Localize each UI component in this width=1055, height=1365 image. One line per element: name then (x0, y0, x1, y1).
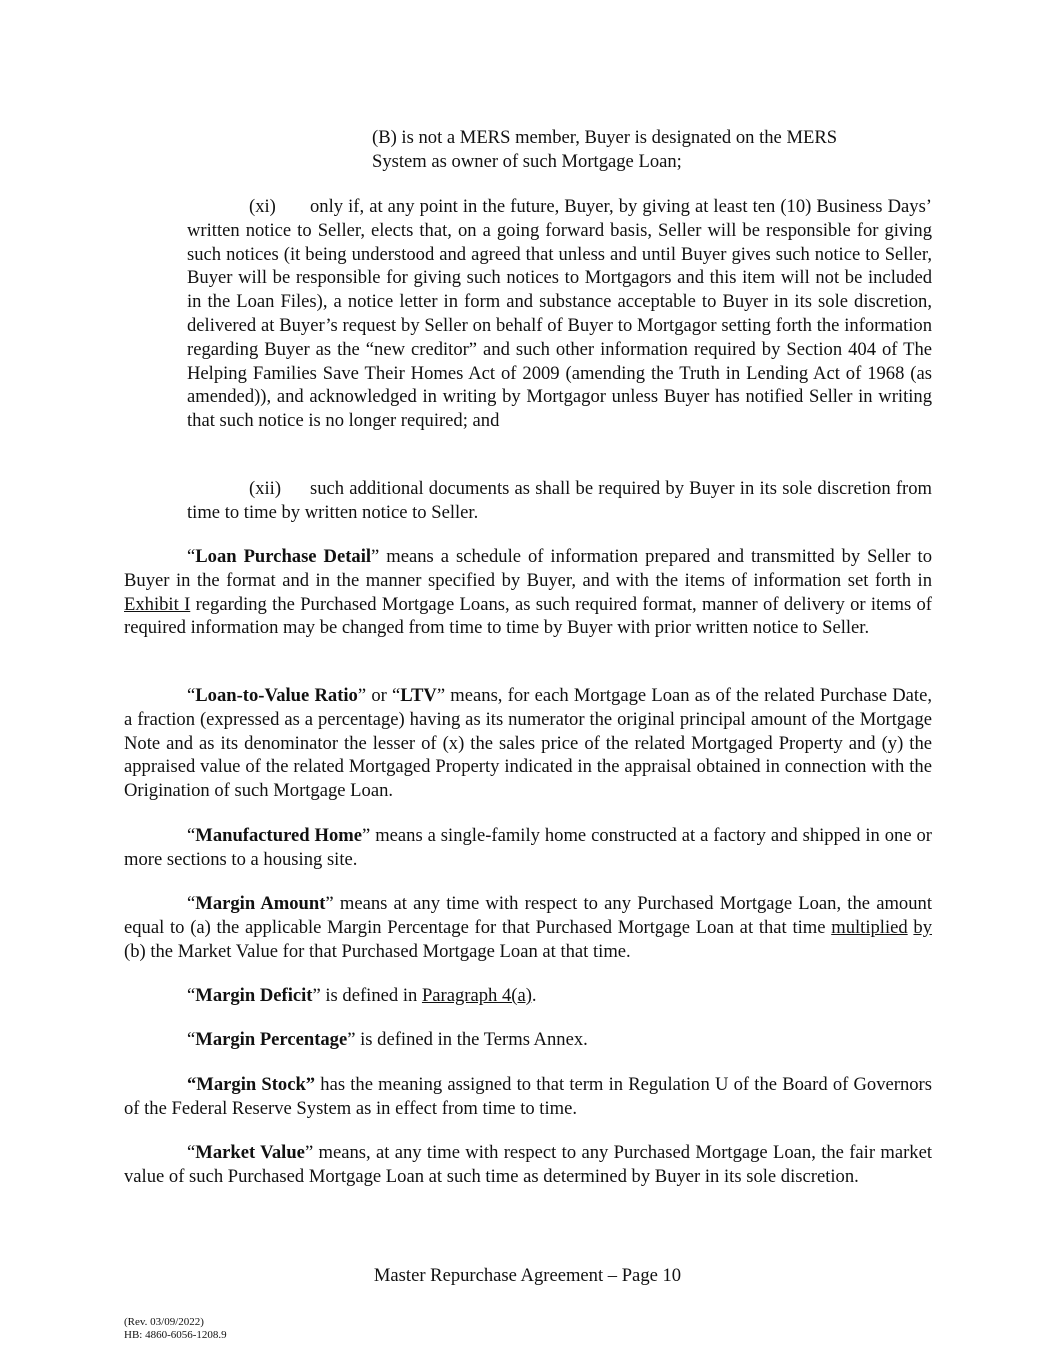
definition-text: ” or “ (357, 685, 401, 706)
clause-b-line-1: (B) is not a MERS member, Buyer is designated on the MERS (372, 127, 838, 148)
period: . (531, 985, 537, 1006)
defined-term: Market Value (195, 1142, 305, 1163)
footer-revision (124, 1316, 227, 1342)
defined-term: LTV (400, 685, 437, 706)
definition-margin-percentage (124, 1028, 932, 1052)
definition-text: ” means a schedule of information prepared and transmitted by Seller to Buyer in the format and in the manner specified by Buyer, and with the items of information set forth in (124, 546, 932, 591)
clause-xi-number: (xi) (249, 196, 276, 217)
defined-term: Margin Amount (195, 893, 326, 914)
open-quote: “ (187, 893, 196, 914)
underlined-word: multiplied (831, 916, 908, 938)
clause-xii-text: such additional documents as shall be required by Buyer in its sole discretion from time to time by written notice to Seller. (187, 478, 932, 523)
clause-xi-text: only if, at any point in the future, Buyer, by giving at least ten (10) Business Days’ written notice to Seller, elects that, on a going forward basis, Seller will be responsible for giving such notices (it being understood and agreed that unless and until Buyer gives such notice to Seller, Buyer will be responsible for giving such notices to Mortgagors and this item will not be included in the Loan Files), a notice letter in form and substance acceptable to Buyer in its sole discretion, delivered at Buyer’s request by Seller on behalf of Buyer to Mortgagor setting forth the information regarding Buyer as the “new creditor” and such other information required by Section 404 of The Helping Families Save Their Homes Act of 2009 (amending the Truth in Lending Act of 1968 (as amended)), and acknowledged in writing by Mortgagor unless Buyer has notified Seller in writing that such notice is no longer required; and (187, 196, 932, 432)
definition-market-value (124, 1141, 932, 1189)
defined-term: Loan Purchase Detail (195, 546, 372, 567)
underlined-word: by (913, 916, 932, 938)
open-quote: “ (187, 546, 196, 567)
clause-xi (187, 195, 932, 433)
clause-xii-number: (xii) (249, 478, 282, 499)
open-quote: “ (187, 1142, 196, 1163)
defined-term: Margin Deficit (195, 985, 313, 1006)
footer-page-title: Master Repurchase Agreement – Page 10 (373, 1265, 682, 1286)
defined-term: Margin Percentage (195, 1029, 348, 1050)
definition-text: ” is defined in the Terms Annex. (347, 1029, 588, 1050)
definition-text: ” means, for each Mortgage Loan as of the related Purchase Date, a fraction (expressed as a percentage) having as its numerator the original principal amount of the Mortgage Note and as its denominator the lesser of (x) the sales price of the related Mortgaged Property and (y) the appraised value of the related Mortgaged Property indicated in the appraisal obtained in connection with the Origination of such Mortgage Loan. (124, 685, 933, 802)
definition-loan-purchase-detail (124, 545, 932, 640)
defined-term: Loan-to-Value Ratio (195, 685, 358, 706)
open-quote: “ (187, 985, 196, 1006)
open-quote: “ (187, 1029, 196, 1050)
exhibit-reference: Exhibit I (124, 593, 191, 615)
open-quote: “ (187, 825, 196, 846)
paragraph-reference: Paragraph 4(a) (421, 985, 532, 1006)
revision-date: (Rev. 03/09/2022) (124, 1316, 204, 1328)
definition-text: has the meaning assigned to that term in Regulation U of the Board of Governors of the Federal Reserve System as in effect from time to time. (124, 1074, 932, 1119)
definition-manufactured-home (124, 824, 932, 872)
clause-b-line-2: System as owner of such Mortgage Loan; (372, 150, 682, 172)
open-quote: “ (187, 685, 196, 706)
defined-term: Manufactured Home (195, 825, 363, 846)
clause-b (372, 126, 932, 174)
definition-margin-deficit (124, 984, 932, 1008)
definition-text: ” means at any time with respect to any Purchased Mortgage Loan, the amount equal to (a) the applicable Margin Percentage for that Purchased Mortgage Loan at that time (124, 893, 932, 938)
definition-text: (b) the Market Value for that Purchased Mortgage Loan at that time. (124, 940, 631, 962)
definition-text: regarding the Purchased Mortgage Loans, as such required format, manner of delivery or items of required information may be changed from time to time by Buyer with prior written notice to Seller. (124, 593, 932, 639)
clause-xii (187, 477, 932, 525)
definition-text: ” means, at any time with respect to any Purchased Mortgage Loan, the fair market value of such Purchased Mortgage Loan at such time as determined by Buyer in its sole discretion. (124, 1142, 932, 1187)
definition-text: ” means a single-family home constructed at a factory and shipped in one or more sections to a housing site. (124, 825, 933, 870)
definition-margin-amount (124, 892, 932, 963)
definition-loan-to-value-ratio (124, 684, 932, 803)
document-id: HB: 4860-6056-1208.9 (124, 1329, 227, 1341)
defined-term: “Margin Stock” (187, 1074, 316, 1095)
definition-text: ” is defined in (312, 985, 422, 1006)
definition-margin-stock (124, 1073, 932, 1121)
